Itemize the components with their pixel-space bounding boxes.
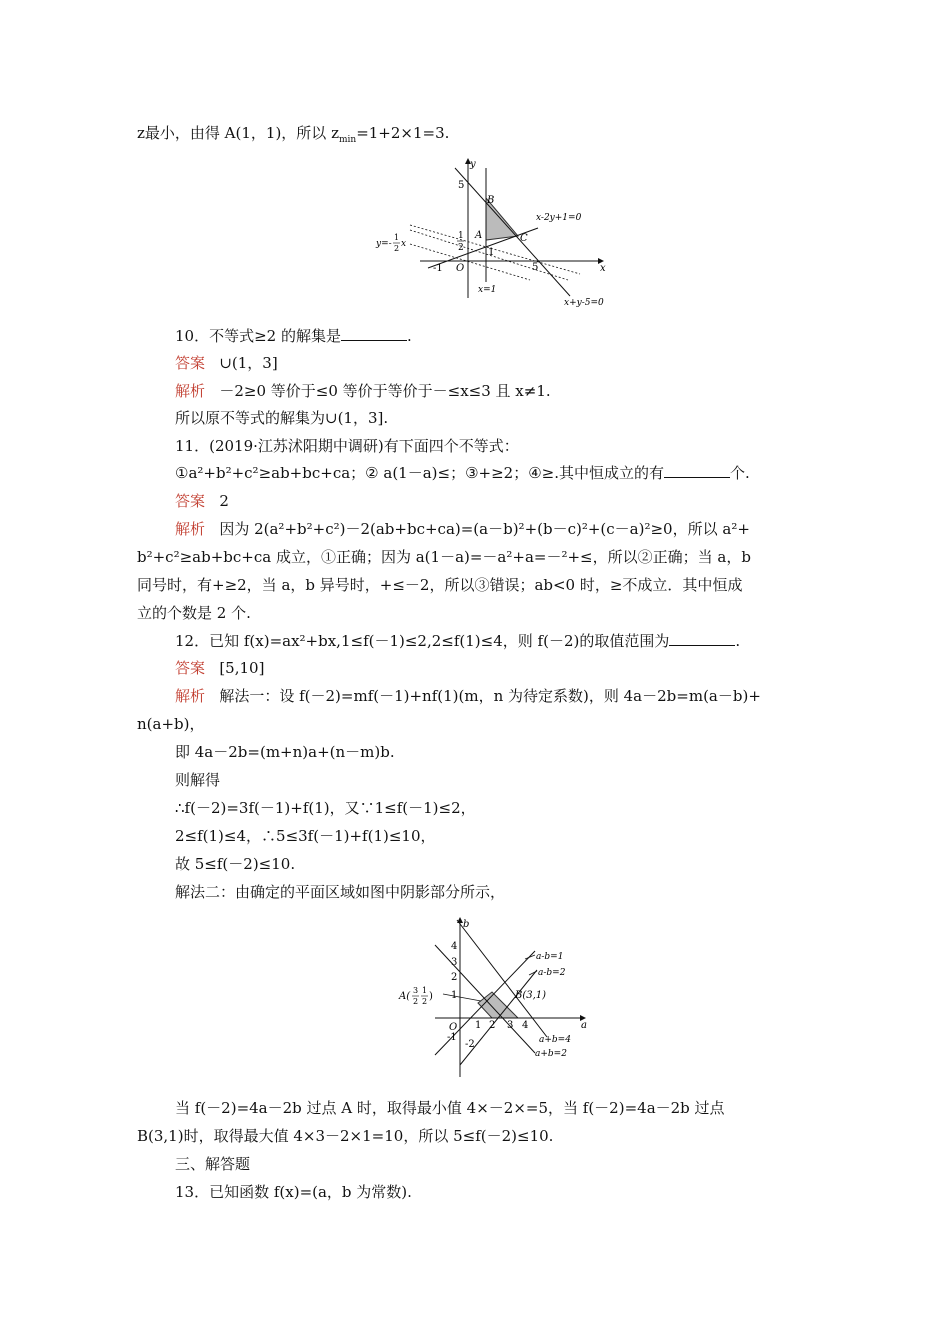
x-label: x (600, 263, 606, 274)
answer-label: 答案 (175, 492, 206, 510)
analysis-label: 解析 (175, 520, 206, 538)
tick-label: 2 (489, 1020, 496, 1031)
analysis-text: 当 f(－2)=4a－2b 过点 A 时，取得最小值 4×－2×=5，当 f(－2)=4a－2b 过点 (175, 1099, 725, 1117)
question-text: . (406, 327, 412, 345)
question-10 (175, 326, 855, 346)
line-text: z最小，由得 A(1，1)，所以 z (137, 124, 339, 142)
tick-label: -1 (433, 263, 443, 274)
text-line (175, 770, 855, 790)
question-13 (175, 1182, 855, 1202)
point-label-a: 2 (413, 997, 419, 1006)
y-label: y (470, 159, 476, 170)
point-label-b: B (487, 195, 495, 206)
origin-label: O (456, 263, 465, 274)
answer-text: [5,10] (219, 659, 265, 677)
text-line (175, 882, 855, 902)
line-label: x+y-5=0 (564, 298, 604, 308)
analysis-text: B(3,1)时，取得最大值 4×3－2×1=10，所以 5≤f(－2)≤10. (137, 1127, 554, 1145)
analysis-text: 同号时，有+≥2，当 a，b 异号时，+≤－2，所以③错误；ab<0 时，≥不成立．其中恒成 (137, 576, 743, 594)
line-text: =1+2×1=3. (356, 124, 450, 142)
analysis-text: b²+c²≥ab+bc+ca 成立，①正确；因为 a(1－a)=－a²+a=－²+≤，所以②正确；当 a，b (137, 548, 751, 566)
answer-label: 答案 (175, 659, 206, 677)
analysis-text: 因为 2(a²+b²+c²)－2(ab+bc+ca)=(a－b)²+(b－c)²+(c－a)²≥0，所以 a²+ (219, 520, 750, 538)
tick-label: -2 (465, 1039, 475, 1050)
point-label-a: 1 (422, 986, 428, 995)
question-text: 12．已知 f(x)=ax²+bx,1≤f(－1)≤2,2≤f(1)≤4，则 f(－2)的取值范围为 (175, 632, 670, 650)
analysis-text: －2≥0 等价于≤0 等价于等价于－≤x≤3 且 x≠1. (219, 382, 551, 400)
question-text: 13．已知函数 f(x)=(a，b 为常数). (175, 1183, 412, 1201)
point-label-c: C (520, 233, 528, 244)
section-title: 三、解答题 (175, 1155, 251, 1173)
analysis-text: 解法一：设 f(－2)=mf(－1)+nf(1)(m，n 为待定系数)，则 4a－2b=m(a－b)+ (219, 687, 761, 705)
question-12 (175, 631, 855, 651)
point-label-a: 3 (413, 986, 419, 995)
analysis-text: 解法二：由确定的平面区域如图中阴影部分所示， (175, 883, 506, 901)
text-line (175, 742, 855, 762)
origin-label: O (449, 1022, 458, 1033)
answer-blank (669, 633, 735, 646)
line-label: 2 (394, 244, 400, 253)
line-x-plus-y (455, 168, 570, 296)
dashed-level-line (410, 244, 530, 280)
question-text: 11．(2019·江苏沭阳期中调研)有下面四个不等式： (175, 437, 519, 455)
analysis-text: 立的个数是 2 个. (137, 604, 251, 622)
question-text: ①a²+b²+c²≥ab+bc+ca；② a(1－a)≤；③+≥2；④≥.其中恒成立的有 (175, 464, 664, 482)
point-label-a: A( (399, 991, 411, 1002)
tick-label: 4 (522, 1020, 529, 1031)
point-label-a: A (475, 230, 483, 241)
analysis-text: 所以原不等式的解集为∪(1，3]. (175, 409, 389, 427)
text-line (175, 1098, 855, 1118)
tick-label: 1 (475, 1020, 482, 1031)
text-line (175, 798, 855, 818)
answer-text: ∪(1，3] (219, 354, 278, 372)
tick-label: 1 (451, 990, 458, 1001)
analysis-label: 解析 (175, 382, 206, 400)
line-label: a+b=2 (535, 1049, 567, 1059)
question-text: . (735, 632, 741, 650)
question-text: 个. (730, 464, 750, 482)
text-line (137, 575, 817, 595)
question-text: 10．不等式≥2 的解集是 (175, 327, 341, 345)
answer-blank (341, 328, 407, 341)
question-11-options (175, 463, 855, 483)
point-label-a: 2 (422, 997, 428, 1006)
tick-label: 1 (488, 247, 495, 258)
answer-11 (175, 491, 855, 511)
line-label: x (401, 239, 407, 249)
tick-label: 2 (451, 972, 458, 983)
line-label: a-b=1 (536, 952, 564, 962)
analysis-text: 则解得 (175, 771, 221, 789)
analysis-text: ∴f(－2)=3f(－1)+f(1)，又∵1≤f(－1)≤2， (175, 799, 476, 817)
analysis-11 (175, 519, 855, 539)
line-a-plus-b-4 (457, 920, 547, 1037)
analysis-text: 故 5≤f(－2)≤10. (175, 855, 296, 873)
tick-label: 2 (458, 243, 464, 253)
point-label-a: ) (429, 991, 433, 1002)
tick-label: 5 (532, 262, 539, 273)
text-line (137, 123, 817, 150)
pointer-line (443, 994, 481, 1001)
line-label: x=1 (478, 285, 497, 295)
analysis-text: 2≤f(1)≤4，∴5≤3f(－1)+f(1)≤10， (175, 827, 436, 845)
text-line (175, 854, 855, 874)
question-11 (175, 436, 855, 456)
answer-text: 2 (219, 492, 229, 510)
shaded-region (478, 992, 518, 1018)
figure-feasible-region-1 (370, 158, 620, 308)
answer-10 (175, 353, 855, 373)
text-line (175, 826, 855, 846)
tick-label: 1 (458, 231, 464, 241)
text-line (175, 408, 855, 428)
answer-label: 答案 (175, 354, 206, 372)
text-line (137, 1126, 817, 1146)
a-label: a (581, 1020, 587, 1031)
tick-label: 4 (451, 941, 458, 952)
analysis-text: 即 4a－2b=(m+n)a+(n－m)b. (175, 743, 395, 761)
subscript: min (338, 135, 357, 145)
tick-label: 3 (451, 957, 458, 968)
line-label: a-b=2 (538, 968, 566, 978)
answer-12 (175, 658, 855, 678)
tick-label: -1 (447, 1032, 457, 1043)
analysis-text: n(a+b)， (137, 715, 205, 733)
point-label-b: B(3,1) (515, 990, 547, 1001)
tick-label: 5 (458, 180, 465, 191)
text-line (137, 547, 817, 567)
text-line (137, 714, 817, 734)
figure-feasible-region-2 (395, 915, 595, 1080)
analysis-12 (175, 686, 855, 706)
analysis-label: 解析 (175, 687, 206, 705)
line-label: a+b=4 (539, 1035, 571, 1045)
b-label: b (463, 919, 470, 930)
text-line (137, 603, 817, 623)
line-label: y=- (376, 239, 392, 249)
section-heading (175, 1154, 855, 1174)
answer-blank (664, 465, 730, 478)
line-label: 1 (394, 233, 400, 242)
analysis-10 (175, 381, 855, 401)
line-label: x-2y+1=0 (536, 213, 582, 223)
tick-label: 3 (507, 1020, 514, 1031)
